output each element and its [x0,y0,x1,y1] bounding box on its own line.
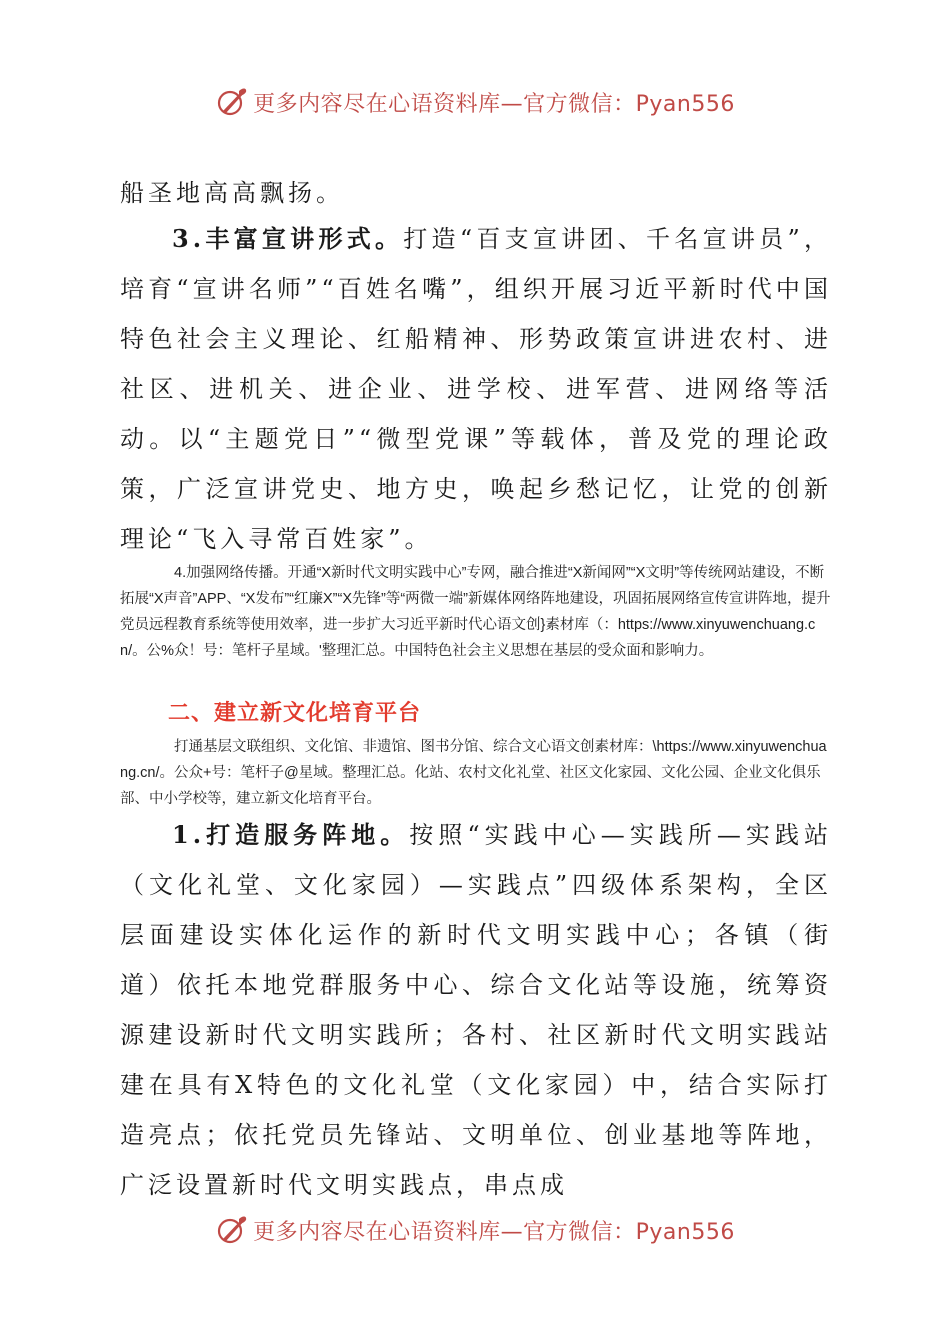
paragraph-text: 打造“百支宣讲团、千名宣讲员”，培育“宣讲名师”“百姓名嘴”，组织开展习近平新时代中国特色社会主义理论、红船精神、形势政策宣讲进农村、进社区、进机关、进企业、进学校、进军营、进网络等活动。以“主题党日”“微型党课”等载体，普及党的理论政策，广泛宣讲党史、地方史，唤起乡愁记忆，让党的创新理论“飞入寻常百姓家”。 [120,225,832,553]
paragraph-rich-forms [120,214,832,564]
watermark-text: 更多内容尽在心语资料库—官方微信：Pyan556 [253,91,735,117]
section-heading: 二、建立新文化培育平台 [168,701,422,726]
watermark-footer [0,1208,950,1252]
quill-pen-logo-icon [215,1213,249,1247]
watermark-text: 更多内容尽在心语资料库—官方微信：Pyan556 [253,1219,735,1245]
paragraph-title: 3.丰富宣讲形式。 [172,224,404,253]
watermark-header [0,80,950,124]
quill-pen-logo-icon [215,85,249,119]
paragraph-network: 4.加强网络传播。开通“X新时代文明实践中心”专网，融合推进“X新闻网”“X文明”等传统网站建设，不断拓展“X声音”APP、“X发布”“红廉X”“X先锋”等“两微一端”新媒体网络阵地建设，巩固拓展网络宣传宣讲阵地，提升党员远程教育系统等使用效率，进一步扩大习近平新时代心语文创}素材库（：https://www.xinyuwenchuang.cn/。公%众！号：笔杆子星域。'整理汇总。中国特色社会主义思想在基层的受众面和影响力。 [120,565,831,659]
paragraph-platform: 打通基层文联组织、文化馆、非遗馆、图书分馆、综合文心语文创素材库：\https://www.xinyuwenchuang.cn/。公众+号：笔杆子@星域。整理汇总。化站、农村文化礼堂、社区文化家园、文化公园、企业文化俱乐部、中小学校等，建立新文化培育平台。 [120,739,827,807]
paragraph-title: 1.打造服务阵地。 [172,820,410,849]
paragraph-continuation: 船圣地高高飘扬。 [120,179,344,207]
paragraph-service-base [120,810,832,1210]
paragraph-text: 按照“实践中心—实践所—实践站（文化礼堂、文化家园）—实践点”四级体系架构，全区层面建设实体化运作的新时代文明实践中心；各镇（街道）依托本地党群服务中心、综合文化站等设施，统筹资源建设新时代文明实践所；各村、社区新时代文明实践站建在具有X特色的文化礼堂（文化家园）中，结合实际打造亮点；依托党员先锋站、文明单位、创业基地等阵地，广泛设置新时代文明实践点，串点成 [120,821,832,1199]
